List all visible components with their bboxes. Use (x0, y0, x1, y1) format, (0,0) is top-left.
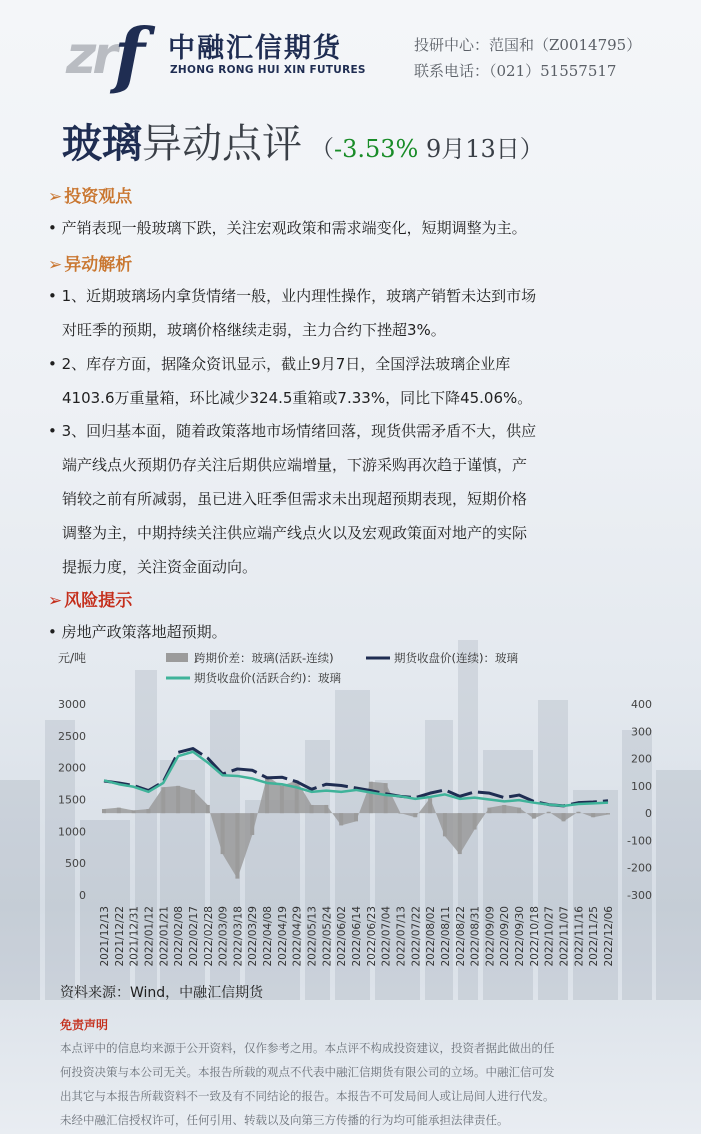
spread-bar (310, 805, 314, 813)
phone-contact: 联系电话：（021）51557517 (414, 62, 617, 80)
spread-bar (398, 813, 402, 814)
title-change (310, 135, 544, 163)
x-tick-label: 2022/04/08 (262, 906, 275, 967)
y-tick-left: 3000 (58, 698, 86, 711)
x-tick-label: 2022/10/18 (528, 906, 541, 967)
disclaimer-title: 免责声明 (60, 1018, 109, 1032)
analysis-line: 提振力度，关注资金面动向。 (62, 558, 258, 576)
x-tick-label: 2022/11/07 (558, 906, 571, 967)
x-tick-label: 2022/09/30 (514, 906, 527, 967)
y-tick-left: 0 (79, 889, 86, 902)
legend-label: 期货收盘价(连续)：玻璃 (394, 651, 518, 665)
x-tick-label: 2022/05/24 (321, 906, 334, 967)
x-tick-label: 2022/11/16 (573, 906, 586, 967)
x-tick-label: 2022/09/20 (499, 906, 512, 967)
disclaimer-line: 本点评中的信息均来源于公开资料，仅作参考之用。本点评不构成投资建议，投资者据此做出的任 (60, 1041, 555, 1055)
x-tick-label: 2022/09/09 (484, 906, 497, 967)
spread-bar (176, 786, 180, 813)
spread-bar (221, 813, 225, 854)
y-tick-right: 400 (631, 698, 652, 711)
y-tick-right: 300 (631, 725, 652, 739)
analysis-line: • 2、库存方面，据隆众资讯显示，截止9月7日，全国浮法玻璃企业库 (48, 355, 511, 373)
x-tick-label: 2022/08/31 (469, 906, 482, 967)
view-paragraph (48, 211, 660, 245)
analysis-line: 调整为主，中期持续关注供应端产线点火以及宏观政策面对地产的实际 (62, 524, 528, 542)
x-tick-label: 2022/03/29 (247, 906, 260, 967)
spread-bar (458, 813, 462, 854)
spread-bar (413, 813, 417, 817)
x-tick-label: 2022/04/29 (291, 906, 304, 967)
logo-mark-f: f (114, 12, 145, 97)
analysis-paragraph-3 (48, 414, 660, 584)
spread-bar (369, 782, 373, 813)
title-subject: 异动点评 (142, 121, 302, 167)
spread-bar (606, 813, 610, 814)
spread-bar (117, 808, 121, 813)
spread-bar (562, 813, 566, 821)
x-tick-label: 2022/12/06 (603, 906, 615, 967)
page-title (62, 112, 544, 169)
title-date: 9月13日） (418, 135, 544, 163)
analysis-line: 端产线点火预期仍存关注后期供应端增量，下游采购再次趋于谨慎，产 (62, 456, 528, 474)
title-commodity: 玻璃 (62, 120, 142, 167)
disclaimer-line: 何投资决策与本公司无关。本报告所载的观点不代表中融汇信期货有限公司的立场。中融汇信可发 (60, 1065, 555, 1079)
y-tick-right: -100 (627, 834, 652, 848)
y-axis-unit-label: 元/吨 (58, 651, 87, 665)
section-title-risk (48, 586, 132, 611)
spread-bar (354, 813, 358, 821)
y-tick-right: 100 (631, 779, 652, 793)
analysis-paragraph-1 (48, 279, 660, 347)
legend-label: 期货收盘价(活跃合约)：玻璃 (194, 671, 341, 685)
spread-bar (487, 808, 491, 813)
x-tick-label: 2022/03/09 (217, 906, 230, 967)
logo-mark-zr: zr (66, 26, 114, 86)
spread-bar (547, 812, 551, 813)
x-tick-label: 2022/08/02 (425, 906, 438, 967)
section-label-view: 投资观点 (64, 187, 133, 207)
section-label-risk: 风险提示 (64, 591, 133, 611)
y-tick-left: 2500 (58, 729, 86, 743)
spread-bar (339, 813, 343, 825)
x-tick-label: 2021/12/22 (113, 906, 126, 967)
section-title-view (48, 182, 132, 207)
spread-bar (324, 805, 328, 813)
y-tick-left: 1000 (58, 825, 86, 839)
section-label-analysis: 异动解析 (64, 255, 133, 275)
x-tick-label: 2022/01/12 (143, 906, 156, 967)
x-tick-label: 2022/07/04 (380, 906, 393, 967)
analysis-line: • 3、回归基本面，随着政策落地市场情绪回落，现货供需矛盾不大，供应 (48, 422, 537, 440)
spread-bar (384, 783, 388, 813)
x-tick-label: 2022/08/22 (454, 906, 467, 967)
view-line: • 产销表现一般玻璃下跌，关注宏观政策和需求端变化，短期调整为主。 (48, 219, 527, 237)
x-tick-label: 2021/12/31 (128, 906, 141, 967)
x-tick-label: 2022/08/11 (439, 906, 452, 967)
spread-bar (191, 790, 195, 813)
title-change-pct: -3.53% (334, 135, 419, 163)
spread-bar (517, 808, 521, 813)
x-tick-label: 2022/02/28 (202, 906, 215, 967)
x-tick-label: 2022/07/22 (410, 906, 423, 967)
y-tick-right: 200 (631, 752, 652, 766)
disclaimer-line: 未经中融汇信授权许可，任何引用、转载以及向第三方传播的行为均可能承担法律责任。 (60, 1113, 509, 1127)
x-tick-label: 2022/10/27 (543, 906, 556, 967)
spread-bar (132, 810, 136, 813)
x-tick-label: 2022/05/13 (306, 906, 319, 967)
y-tick-right: 0 (645, 807, 652, 821)
x-tick-label: 2022/02/17 (187, 906, 200, 967)
spread-bar (532, 813, 536, 818)
x-tick-label: 2022/03/18 (232, 906, 245, 967)
y-tick-left: 1500 (58, 793, 86, 807)
analysis-line: 4103.6万重量箱，环比减少324.5重箱或7.33%，同比下降45.06%。 (62, 389, 533, 407)
x-tick-label: 2022/06/02 (336, 906, 349, 967)
section-title-analysis (48, 250, 132, 275)
disclaimer-line: 出其它与本报告所载资料不一致及有不同结论的报告。本报告不可发局间人或让局间人进行代发。 (60, 1089, 555, 1103)
risk-line: • 房地产政策落地超预期。 (48, 623, 227, 641)
spread-bar (146, 809, 150, 813)
spread-bar (206, 805, 210, 813)
arrow-icon: ➢ (48, 591, 63, 611)
spread-bar (102, 809, 106, 813)
spread-bar (250, 813, 254, 835)
x-tick-label: 2022/11/25 (588, 906, 601, 967)
spread-bar (591, 813, 595, 817)
x-tick-label: 2022/01/21 (158, 906, 171, 967)
company-name-en: ZHONG RONG HUI XIN FUTURES (170, 64, 366, 76)
spread-bar (428, 798, 432, 813)
spread-bar (295, 780, 299, 813)
spread-bar (280, 786, 284, 813)
spread-bar (502, 805, 506, 813)
y-tick-left: 500 (65, 857, 86, 871)
analysis-line: 对旺季的预期，玻璃价格继续走弱，主力合约下挫超3%。 (62, 321, 446, 339)
title-open-paren: （ (310, 135, 334, 163)
disclaimer-body (60, 1036, 660, 1132)
spread-bar (473, 813, 477, 829)
price-chart (48, 640, 658, 975)
company-name-cn: 中融汇信期货 (168, 33, 342, 64)
x-tick-label: 2022/06/14 (351, 906, 363, 967)
data-source: 资料来源：Wind，中融汇信期货 (60, 985, 264, 1001)
arrow-icon: ➢ (48, 255, 63, 275)
y-tick-right: -300 (627, 889, 652, 902)
analysis-line: • 1、近期玻璃场内拿货情绪一般，业内理性操作，玻璃产销暂未达到市场 (48, 287, 537, 305)
y-tick-right: -200 (627, 861, 652, 875)
analysis-paragraph-2 (48, 347, 660, 415)
legend-label: 跨期价差：玻璃(活跃-连续) (194, 651, 334, 665)
analysis-line: 销较之前有所减弱，虽已进入旺季但需求未出现超预期表现，短期价格 (62, 490, 528, 508)
legend-swatch-spread (166, 653, 188, 662)
x-tick-label: 2022/04/19 (276, 906, 289, 967)
y-tick-left: 2000 (58, 761, 86, 775)
x-tick-label: 2022/06/23 (365, 906, 378, 967)
x-tick-label: 2022/07/13 (395, 906, 408, 967)
spread-bar (576, 812, 580, 813)
spread-bar (161, 787, 165, 813)
arrow-icon: ➢ (48, 187, 63, 207)
x-tick-label: 2022/02/08 (173, 906, 186, 967)
x-tick-label: 2021/12/13 (99, 906, 111, 967)
analyst-contact: 投研中心：范国和（Z0014795） (414, 36, 642, 54)
spread-bar (443, 813, 447, 836)
spread-bar (235, 813, 239, 878)
